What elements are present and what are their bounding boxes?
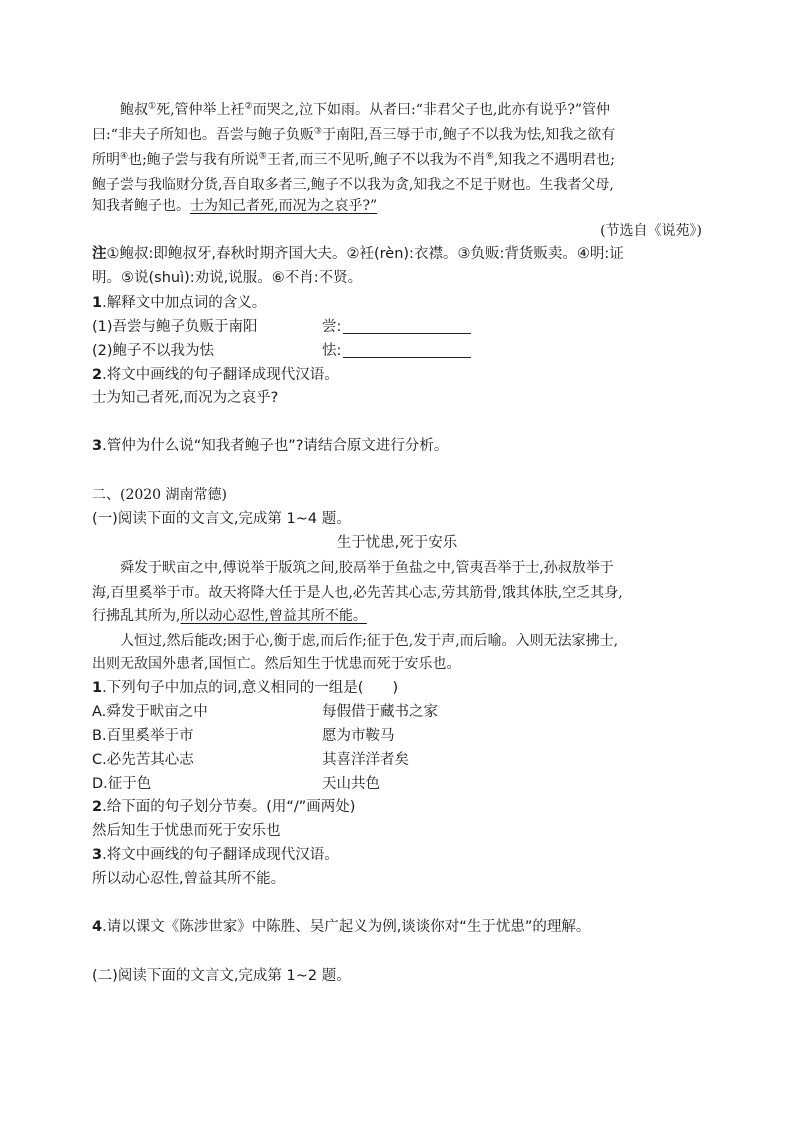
option-a-pair: 每假借于藏书之家 bbox=[322, 704, 438, 720]
answer-blank[interactable] bbox=[343, 343, 471, 358]
question-1-answer1: 尝: bbox=[322, 317, 471, 337]
sub-question-2: 2.给下面的句子划分节奏。(用“/”画两处) bbox=[92, 799, 356, 815]
sub-question-3-sentence: 所以动心忍性,曾益其所不能。 bbox=[92, 871, 286, 887]
passage2-line1: 舜发于畎亩之中,傅说举于版筑之间,胶鬲举于鱼盐之中,管夷吾举于士,孙叔敖举于 bbox=[120, 560, 614, 576]
underlined-sentence: 士为知己者死,而况为之哀乎?” bbox=[190, 198, 378, 214]
passage2-line4: 人恒过,然后能改;困于心,衡于虑,而后作;征于色,发于声,而后喻。入则无法家拂士, bbox=[120, 633, 619, 649]
section-2-sub1: (一)阅读下面的文言文,完成第 1~4 题。 bbox=[92, 511, 351, 527]
sub-question-4: 4.请以课文《陈涉世家》中陈胜、吴广起义为例,谈谈你对“生于忧患”的理解。 bbox=[92, 919, 591, 935]
question-1-answer2: 怯: bbox=[322, 341, 471, 361]
answer-blank[interactable] bbox=[343, 319, 471, 334]
question-1-item1: (1)吾尝与鲍子负贩于南阳 bbox=[92, 319, 258, 335]
passage1-line1: 鲍叔①死,管仲举上衽②而哭之,泣下如雨。从者曰:“非君父子也,此亦有说乎?”管仲 bbox=[120, 101, 611, 118]
option-b-pair: 愿为市鞍马 bbox=[322, 728, 395, 744]
option-c-pair: 其喜洋洋者矣 bbox=[322, 752, 409, 768]
passage2-line5: 出则无敌国外患者,国恒亡。然后知生于忧患而死于安乐也。 bbox=[92, 656, 461, 672]
passage1-line5: 知我者鲍子也。士为知己者死,而况为之哀乎?” bbox=[92, 198, 378, 214]
underlined-sentence: 所以动心忍性,曾益其所不能。 bbox=[180, 608, 367, 624]
option-b[interactable]: B.百里奚举于市 bbox=[92, 728, 194, 744]
question-1: 1.解释文中加点词的含义。 bbox=[92, 295, 267, 311]
passage1-line3: 所明④也;鲍子尝与我有所说⑤王者,而三不见听,鲍子不以我为不肖⑥,知我之不遇明君也; bbox=[92, 151, 616, 168]
option-a[interactable]: A.舜发于畎亩之中 bbox=[92, 704, 208, 720]
sub-question-1: 1.下列句子中加点的词,意义相同的一组是( ) bbox=[92, 680, 399, 696]
question-2-sentence: 士为知己者死,而况为之哀乎? bbox=[92, 390, 279, 406]
option-d-pair: 天山共色 bbox=[322, 776, 380, 792]
question-3: 3.管仲为什么说“知我者鲍子也”?请结合原文进行分析。 bbox=[92, 438, 449, 454]
option-d[interactable]: D.征于色 bbox=[92, 776, 152, 792]
notes-line1: 注①鲍叔:即鲍叔牙,春秋时期齐国大夫。②衽(rèn):衣襟。③负贩:背货贩卖。④明:证 bbox=[92, 246, 624, 262]
passage1-source: (节选自《说苑》) bbox=[600, 223, 702, 239]
passage1-line2: 曰:“非夫子所知也。吾尝与鲍子负贩③于南阳,吾三辱于市,鲍子不以我为怯,知我之欲有 bbox=[92, 126, 616, 143]
passage1-line4: 鲍子尝与我临财分货,吾自取多者三,鲍子不以我为贪,知我之不足于财也。生我者父母, bbox=[92, 177, 614, 193]
section-2-heading: 二、(2020 湖南常德) bbox=[92, 487, 228, 503]
sub-question-2-sentence: 然后知生于忧患而死于安乐也 bbox=[92, 823, 281, 839]
question-2: 2.将文中画线的句子翻译成现代汉语。 bbox=[92, 367, 339, 383]
notes-line2: 明。⑤说(shuì):劝说,说服。⑥不肖:不贤。 bbox=[92, 270, 363, 286]
question-1-item2: (2)鲍子不以我为怯 bbox=[92, 343, 215, 359]
section-2-sub2: (二)阅读下面的文言文,完成第 1~2 题。 bbox=[92, 968, 351, 984]
option-c[interactable]: C.必先苦其心志 bbox=[92, 752, 194, 768]
sub-question-3: 3.将文中画线的句子翻译成现代汉语。 bbox=[92, 847, 339, 863]
passage2-line2: 海,百里奚举于市。故天将降大任于是人也,必先苦其心志,劳其筋骨,饿其体肤,空乏其身, bbox=[92, 585, 623, 601]
passage2-line3: 行拂乱其所为,所以动心忍性,曾益其所不能。 bbox=[92, 608, 367, 624]
passage2-title: 生于忧患,死于安乐 bbox=[336, 535, 458, 551]
